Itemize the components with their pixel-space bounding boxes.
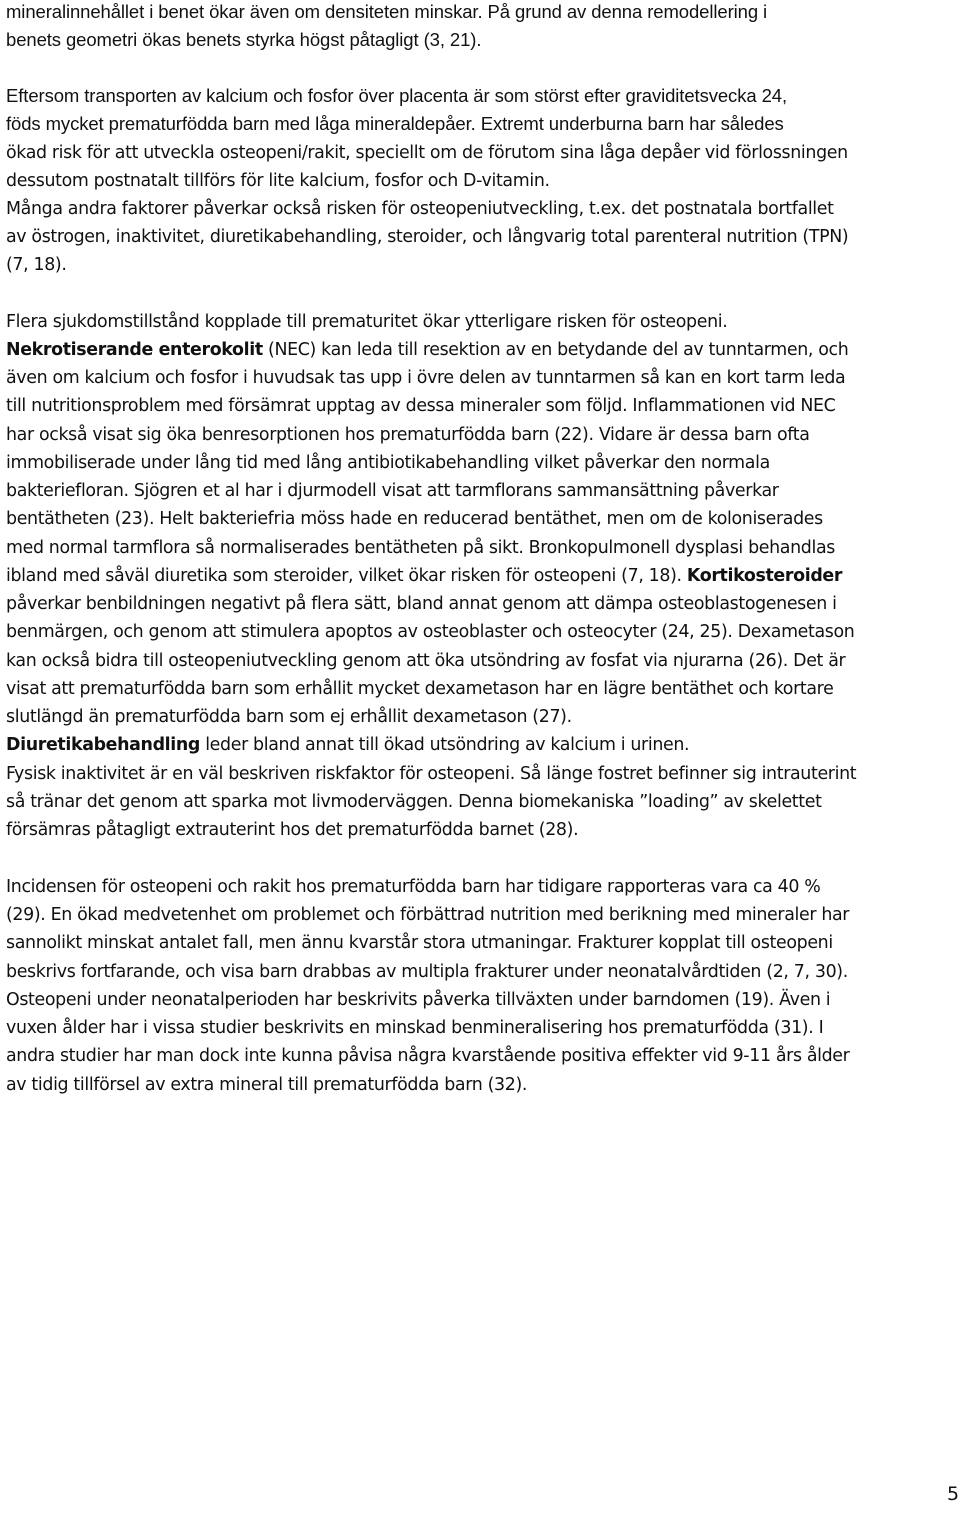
text-line: ökad risk för att utveckla osteopeni/rakit, speciellt om de förutom sina låga depåer vid förlossningen xyxy=(6,143,848,163)
text-line: andra studier har man dock inte kunna påvisa några kvarstående positiva effekter vid 9-11 års ålder xyxy=(6,1046,850,1066)
text-line: även om kalcium och fosfor i huvudsak tas upp i övre delen av tunntarmen så kan en kort tarm leda xyxy=(6,368,846,388)
text-span: leder bland annat till ökad utsöndring av kalcium i urinen. xyxy=(200,735,690,755)
text-line: slutlängd än prematurfödda barn som ej erhållit dexametason (27). xyxy=(6,707,572,727)
text-line: benmärgen, och genom att stimulera apoptos av osteoblaster och osteocyter (24, 25). Dexametason xyxy=(6,622,855,642)
text-line: (29). En ökad medvetenhet om problemet och förbättrad nutrition med berikning med mineraler har xyxy=(6,905,850,925)
text-line: Många andra faktorer påverkar också risken för osteopeniutveckling, t.ex. det postnatala bortfallet xyxy=(6,199,834,219)
text-line: av tidig tillförsel av extra mineral till prematurfödda barn (32). xyxy=(6,1075,528,1095)
text-line: vuxen ålder har i vissa studier beskrivits en minskad benmineralisering hos prematurfödda (31). I xyxy=(6,1018,824,1038)
bold-term: Kortikosteroider xyxy=(686,566,843,586)
text-line: bentätheten (23). Helt bakteriefria möss hade en reducerad bentäthet, men om de koloniserades xyxy=(6,509,823,529)
text-span: ibland med såväl diuretika som steroider, vilket ökar risken för osteopeni (7, 18). xyxy=(6,566,687,586)
text-line: försämras påtagligt extrauterint hos det prematurfödda barnet (28). xyxy=(6,820,579,840)
text-line: visat att prematurfödda barn som erhållit mycket dexametason har en lägre bentäthet och kortare xyxy=(6,679,834,699)
text-line: kan också bidra till osteopeniutveckling genom att öka utsöndring av fosfat via njurarna (26). Det är xyxy=(6,651,846,671)
text-line: immobiliserade under lång tid med lång antibiotikabehandling vilket påverkar den normala xyxy=(6,453,770,473)
text-line xyxy=(6,562,842,590)
page-number: 5 xyxy=(947,1483,960,1505)
text-line: beskrivs fortfarande, och visa barn drabbas av multipla frakturer under neonatalvårdtiden (2, 7, 30). xyxy=(6,962,848,982)
text-line: så tränar det genom att sparka mot livmoderväggen. Denna biomekaniska ”loading” av skelettet xyxy=(6,792,822,812)
text-line: Osteopeni under neonatalperioden har beskrivits påverka tillväxten under barndomen (19). Även i xyxy=(6,990,831,1010)
bold-term: Nekrotiserande enterokolit xyxy=(6,340,263,360)
text-line xyxy=(6,110,784,139)
text-span: föds mycket prematurfödda barn med låga mineraldepåer. xyxy=(6,113,476,134)
text-line: sannolikt minskat antalet fall, men ännu kvarstår stora utmaningar. Frakturer kopplat till osteopeni xyxy=(6,933,833,953)
text-line: Flera sjukdomstillstånd kopplade till prematuritet ökar ytterligare risken för osteopeni. xyxy=(6,312,728,332)
text-line: Incidensen för osteopeni och rakit hos prematurfödda barn har tidigare rapporteras vara ca 40 % xyxy=(6,877,821,897)
bold-term: Diuretikabehandling xyxy=(6,735,201,755)
text-line xyxy=(6,731,689,759)
text-span: (NEC) kan leda till resektion av en betydande del av tunntarmen, och xyxy=(262,340,849,360)
text-line: dessutom postnatalt tillförs för lite kalcium, fosfor och D-vitamin. xyxy=(6,171,550,191)
text-line: Fysisk inaktivitet är en väl beskriven riskfaktor för osteopeni. Så länge fostret befinner sig intrauterint xyxy=(6,764,857,784)
text-line: med normal tarmflora så normaliserades bentätheten på sikt. Bronkopulmonell dysplasi behandlas xyxy=(6,538,835,558)
text-line: bakteriefloran. Sjögren et al har i djurmodell visat att tarmflorans sammansättning påverkar xyxy=(6,481,779,501)
text-span: Extremt underburna barn har således xyxy=(475,113,784,134)
text-line: benets geometri ökas benets styrka högst påtagligt (3, 21). xyxy=(6,29,482,50)
text-line: Eftersom transporten av kalcium och fosfor över placenta är som störst efter graviditetsvecka 24, xyxy=(6,85,788,106)
text-line: (7, 18). xyxy=(6,255,67,275)
text-line: av östrogen, inaktivitet, diuretikabehandling, steroider, och långvarig total parenteral nutrition (TPN) xyxy=(6,227,849,247)
text-line: mineralinnehållet i benet ökar även om densiteten minskar. På grund av denna remodellering i xyxy=(6,1,768,22)
text-line: har också visat sig öka benresorptionen hos prematurfödda barn (22). Vidare är dessa barn ofta xyxy=(6,425,810,445)
text-line: påverkar benbildningen negativt på flera sätt, bland annat genom att dämpa osteoblastogenesen i xyxy=(6,594,837,614)
text-line: till nutritionsproblem med försämrat upptag av dessa mineraler som följd. Inflammationen vid NEC xyxy=(6,396,836,416)
text-line xyxy=(6,336,848,364)
